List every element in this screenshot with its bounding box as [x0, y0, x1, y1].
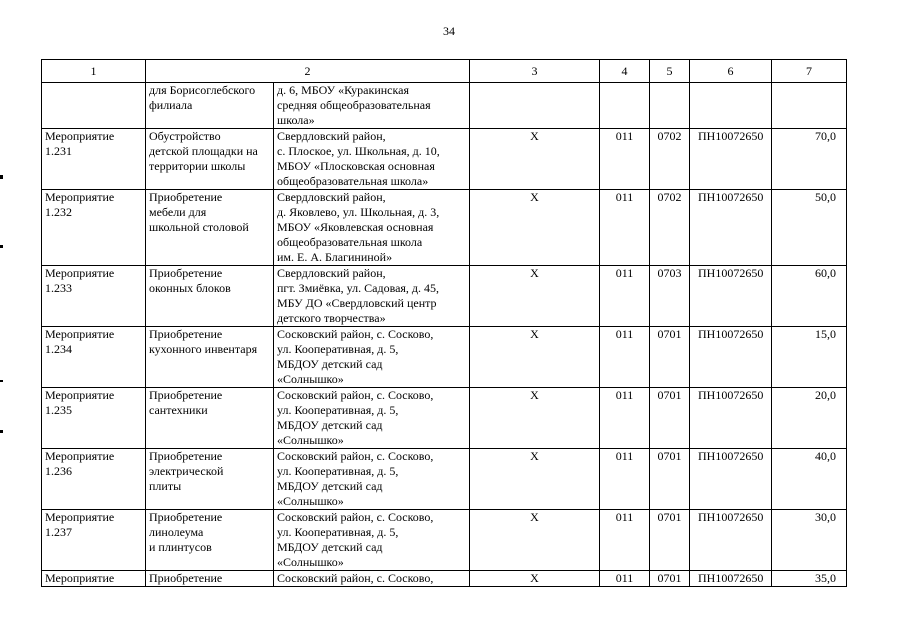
- table-row: [42, 129, 847, 190]
- event-number-cell: Мероприятие 1.236: [42, 449, 146, 510]
- column-4-cell: 011: [600, 266, 650, 327]
- event-address-cell: Свердловский район, с. Плоское, ул. Школьная, д. 10, МБОУ «Плосковская основная общеобразовательная школа»: [274, 129, 470, 190]
- event-description-cell: Приобретение оконных блоков: [146, 266, 274, 327]
- amount-cell: 15,0: [772, 327, 847, 388]
- event-address-cell: Свердловский район, пгт. Змиёвка, ул. Садовая, д. 45, МБУ ДО «Свердловский центр детского творчества»: [274, 266, 470, 327]
- column-3-cell: X: [470, 129, 600, 190]
- column-4-cell: [600, 83, 650, 129]
- event-description-cell: Обустройство детской площадки на территории школы: [146, 129, 274, 190]
- column-6-cell: ПН10072650: [690, 327, 772, 388]
- event-number-cell: [42, 83, 146, 129]
- column-5-cell: 0701: [650, 388, 690, 449]
- amount-cell: 40,0: [772, 449, 847, 510]
- event-number-cell: Мероприятие 1.232: [42, 190, 146, 266]
- column-header: 3: [470, 60, 600, 83]
- column-4-cell: 011: [600, 510, 650, 571]
- column-6-cell: ПН10072650: [690, 266, 772, 327]
- event-address-cell: Свердловский район, д. Яковлево, ул. Школьная, д. 3, МБОУ «Яковлевская основная общеобразовательная школа им. Е. А. Благининой»: [274, 190, 470, 266]
- event-number-cell: Мероприятие 1.235: [42, 388, 146, 449]
- amount-cell: 50,0: [772, 190, 847, 266]
- column-6-cell: ПН10072650: [690, 190, 772, 266]
- amount-cell: 35,0: [772, 571, 847, 587]
- amount-cell: 30,0: [772, 510, 847, 571]
- column-5-cell: 0701: [650, 571, 690, 587]
- event-address-cell: Сосковский район, с. Сосково, ул. Кооперативная, д. 5, МБДОУ детский сад «Солнышко»: [274, 510, 470, 571]
- event-description-cell: Приобретение кухонного инвентаря: [146, 327, 274, 388]
- column-header: 1: [42, 60, 146, 83]
- event-description-cell: Приобретение: [146, 571, 274, 587]
- table-row: [42, 266, 847, 327]
- column-4-cell: 011: [600, 449, 650, 510]
- column-3-cell: [470, 83, 600, 129]
- column-4-cell: 011: [600, 388, 650, 449]
- event-address-cell: д. 6, МБОУ «Куракинская средняя общеобразовательная школа»: [274, 83, 470, 129]
- event-address-cell: Сосковский район, с. Сосково,: [274, 571, 470, 587]
- event-address-cell: Сосковский район, с. Сосково, ул. Кооперативная, д. 5, МБДОУ детский сад «Солнышко»: [274, 388, 470, 449]
- amount-cell: 70,0: [772, 129, 847, 190]
- column-6-cell: ПН10072650: [690, 510, 772, 571]
- table-row: [42, 449, 847, 510]
- column-6-cell: ПН10072650: [690, 388, 772, 449]
- column-6-cell: ПН10072650: [690, 129, 772, 190]
- column-4-cell: 011: [600, 129, 650, 190]
- column-4-cell: 011: [600, 571, 650, 587]
- column-5-cell: 0702: [650, 129, 690, 190]
- event-number-cell: Мероприятие 1.234: [42, 327, 146, 388]
- event-number-cell: Мероприятие 1.233: [42, 266, 146, 327]
- budget-table: [41, 59, 847, 587]
- event-description-cell: Приобретение линолеума и плинтусов: [146, 510, 274, 571]
- table-header-row: [42, 60, 847, 83]
- event-number-cell: Мероприятие: [42, 571, 146, 587]
- column-header: 2: [146, 60, 470, 83]
- column-3-cell: X: [470, 190, 600, 266]
- table-row: [42, 327, 847, 388]
- binding-mark: [0, 245, 3, 248]
- column-header: 6: [690, 60, 772, 83]
- amount-cell: 20,0: [772, 388, 847, 449]
- event-address-cell: Сосковский район, с. Сосково, ул. Кооперативная, д. 5, МБДОУ детский сад «Солнышко»: [274, 327, 470, 388]
- amount-cell: 60,0: [772, 266, 847, 327]
- column-5-cell: 0701: [650, 449, 690, 510]
- amount-cell: [772, 83, 847, 129]
- column-3-cell: X: [470, 510, 600, 571]
- column-3-cell: X: [470, 449, 600, 510]
- column-5-cell: [650, 83, 690, 129]
- event-address-cell: Сосковский район, с. Сосково, ул. Кооперативная, д. 5, МБДОУ детский сад «Солнышко»: [274, 449, 470, 510]
- event-description-cell: для Борисоглебского филиала: [146, 83, 274, 129]
- binding-mark: [0, 175, 3, 179]
- column-6-cell: ПН10072650: [690, 571, 772, 587]
- column-5-cell: 0701: [650, 510, 690, 571]
- event-number-cell: Мероприятие 1.237: [42, 510, 146, 571]
- event-description-cell: Приобретение электрической плиты: [146, 449, 274, 510]
- column-header: 7: [772, 60, 847, 83]
- binding-mark: [0, 380, 3, 382]
- table-row: [42, 388, 847, 449]
- column-header: 5: [650, 60, 690, 83]
- event-description-cell: Приобретение мебели для школьной столовой: [146, 190, 274, 266]
- table-row: [42, 83, 847, 129]
- table-row: [42, 190, 847, 266]
- column-4-cell: 011: [600, 190, 650, 266]
- column-6-cell: ПН10072650: [690, 449, 772, 510]
- table-row: [42, 510, 847, 571]
- column-3-cell: X: [470, 571, 600, 587]
- column-3-cell: X: [470, 327, 600, 388]
- page-number: 34: [443, 24, 455, 38]
- table-row: [42, 571, 847, 587]
- column-5-cell: 0702: [650, 190, 690, 266]
- binding-mark: [0, 430, 3, 433]
- column-3-cell: X: [470, 266, 600, 327]
- column-6-cell: [690, 83, 772, 129]
- event-number-cell: Мероприятие 1.231: [42, 129, 146, 190]
- column-5-cell: 0703: [650, 266, 690, 327]
- column-header: 4: [600, 60, 650, 83]
- column-4-cell: 011: [600, 327, 650, 388]
- event-description-cell: Приобретение сантехники: [146, 388, 274, 449]
- column-5-cell: 0701: [650, 327, 690, 388]
- column-3-cell: X: [470, 388, 600, 449]
